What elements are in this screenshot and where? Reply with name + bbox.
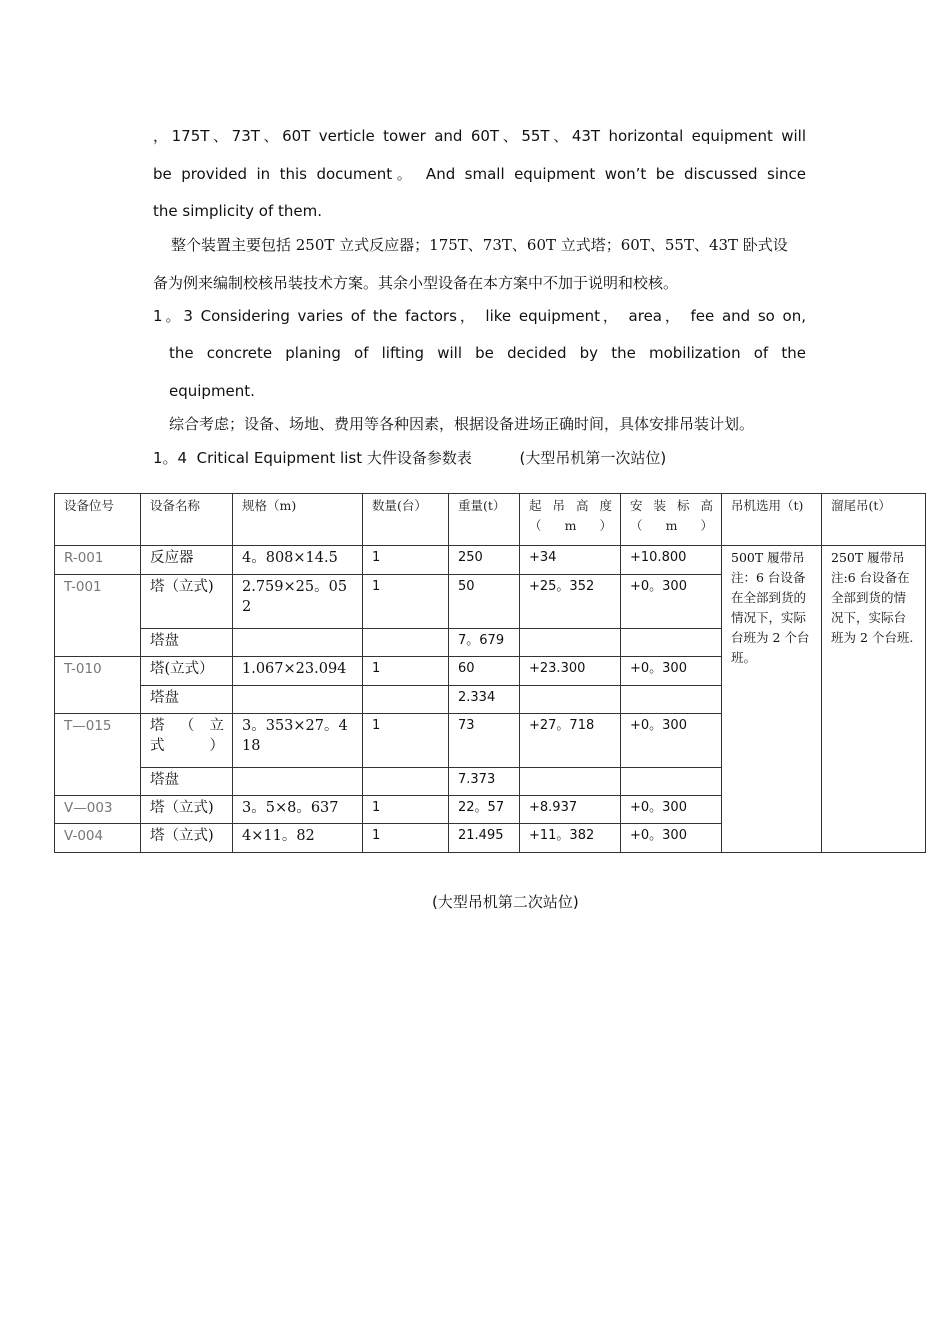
cell-tag: T-001 [55, 575, 141, 657]
cell-install-elevation: +10.800 [621, 546, 722, 575]
cell-qty: 1 [363, 546, 449, 575]
header-lift-height: 起 吊 高 度（m） [520, 494, 621, 546]
cell-spec: 3。353×27。418 [233, 714, 363, 768]
cell-name: 塔盘 [141, 768, 233, 796]
cell-weight: 7.373 [449, 768, 520, 796]
cell-install-elevation: +0。300 [621, 714, 722, 768]
second-station-caption: (大型吊机第二次站位) [432, 893, 579, 911]
paragraph-line: the simplicity of them. [153, 202, 322, 220]
cell-tag: V—003 [55, 796, 141, 824]
cell-weight: 73 [449, 714, 520, 768]
cell-lift-height: +23.300 [520, 657, 621, 686]
header-qty: 数量(台） [363, 494, 449, 546]
cell-weight: 21.495 [449, 824, 520, 853]
cell-spec: 2.759×25。052 [233, 575, 363, 629]
cell-weight: 50 [449, 575, 520, 629]
cell-install-elevation [621, 629, 722, 657]
cell-name: 反应器 [141, 546, 233, 575]
cell-tag: V-004 [55, 824, 141, 853]
table-row [55, 546, 926, 575]
cell-qty [363, 629, 449, 657]
cell-install-elevation [621, 686, 722, 714]
cell-weight: 250 [449, 546, 520, 575]
cell-install-elevation [621, 768, 722, 796]
cell-lift-height: +11。382 [520, 824, 621, 853]
cell-install-elevation: +0。300 [621, 575, 722, 629]
cell-weight: 60 [449, 657, 520, 686]
cell-name: 塔（立式) [141, 796, 233, 824]
cell-name: 塔（立式) [141, 824, 233, 853]
paragraph-line-cn: 整个装置主要包括 250T 立式反应器；175T、73T、60T 立式塔；60T、55T、43T 卧式设 [171, 236, 788, 254]
paragraph-line: ，175T、73T、60T verticle tower and 60T、55T、43T horizontal equipment will [153, 127, 806, 145]
cell-weight: 22。57 [449, 796, 520, 824]
cell-lift-height: +27。718 [520, 714, 621, 768]
cell-name: 塔(立式） [141, 657, 233, 686]
cell-name: 塔盘 [141, 629, 233, 657]
cell-install-elevation: +0。300 [621, 796, 722, 824]
cell-install-elevation: +0。300 [621, 824, 722, 853]
paragraph-line-cn: 备为例来编制校核吊装技术方案。其余小型设备在本方案中不加于说明和校核。 [153, 274, 679, 292]
cell-name: 塔 （ 立式） [141, 714, 233, 768]
cell-lift-height: +25。352 [520, 575, 621, 629]
cell-qty: 1 [363, 796, 449, 824]
header-tag: 设备位号 [55, 494, 141, 546]
section-heading-1-3: 1。3 Considering varies of the factors， like equipment， area， fee and so on, [153, 307, 806, 325]
cell-weight: 7。679 [449, 629, 520, 657]
table-header-row [55, 494, 926, 546]
cell-spec: 1.067×23.094 [233, 657, 363, 686]
cell-name: 塔盘 [141, 686, 233, 714]
header-spec: 规格（m) [233, 494, 363, 546]
cell-spec: 4×11。82 [233, 824, 363, 853]
cell-lift-height [520, 768, 621, 796]
cell-qty: 1 [363, 657, 449, 686]
header-name: 设备名称 [141, 494, 233, 546]
cell-spec: 4。808×14.5 [233, 546, 363, 575]
cell-qty: 1 [363, 824, 449, 853]
cell-install-elevation: +0。300 [621, 657, 722, 686]
cell-tag: T—015 [55, 714, 141, 796]
header-tail-crane: 溜尾吊(t） [822, 494, 926, 546]
cell-crane-tail: 250T 履带吊注:6 台设备在全部到货的情况下，实际台班为 2 个台班. [822, 546, 926, 853]
cell-spec [233, 768, 363, 796]
cell-spec [233, 686, 363, 714]
header-crane: 吊机选用（t) [722, 494, 822, 546]
section-heading-1-4: 1。4 Critical Equipment list 大件设备参数表 (大型吊机第一次站位) [153, 449, 667, 467]
cell-crane-main: 500T 履带吊注：6 台设备在全部到货的情况下，实际台班为 2 个台班。 [722, 546, 822, 853]
header-weight: 重量(t） [449, 494, 520, 546]
cell-spec: 3。5×8。637 [233, 796, 363, 824]
paragraph-line: the concrete planing of lifting will be decided by the mobilization of the [169, 344, 806, 362]
paragraph-line: equipment. [169, 382, 255, 400]
cell-weight: 2.334 [449, 686, 520, 714]
cell-lift-height [520, 686, 621, 714]
cell-tag: T-010 [55, 657, 141, 714]
cell-name: 塔（立式) [141, 575, 233, 629]
equipment-table [54, 493, 926, 853]
paragraph-line: be provided in this document。 And small equipment won’t be discussed since [153, 165, 806, 183]
paragraph-line-cn: 综合考虑；设备、场地、费用等各种因素，根据设备进场正确时间，具体安排吊装计划。 [169, 415, 755, 433]
cell-spec [233, 629, 363, 657]
cell-qty [363, 686, 449, 714]
cell-lift-height [520, 629, 621, 657]
cell-qty: 1 [363, 714, 449, 768]
cell-tag: R-001 [55, 546, 141, 575]
cell-qty [363, 768, 449, 796]
cell-qty: 1 [363, 575, 449, 629]
header-install-elevation: 安 装 标 高（m） [621, 494, 722, 546]
cell-lift-height: +34 [520, 546, 621, 575]
cell-lift-height: +8.937 [520, 796, 621, 824]
